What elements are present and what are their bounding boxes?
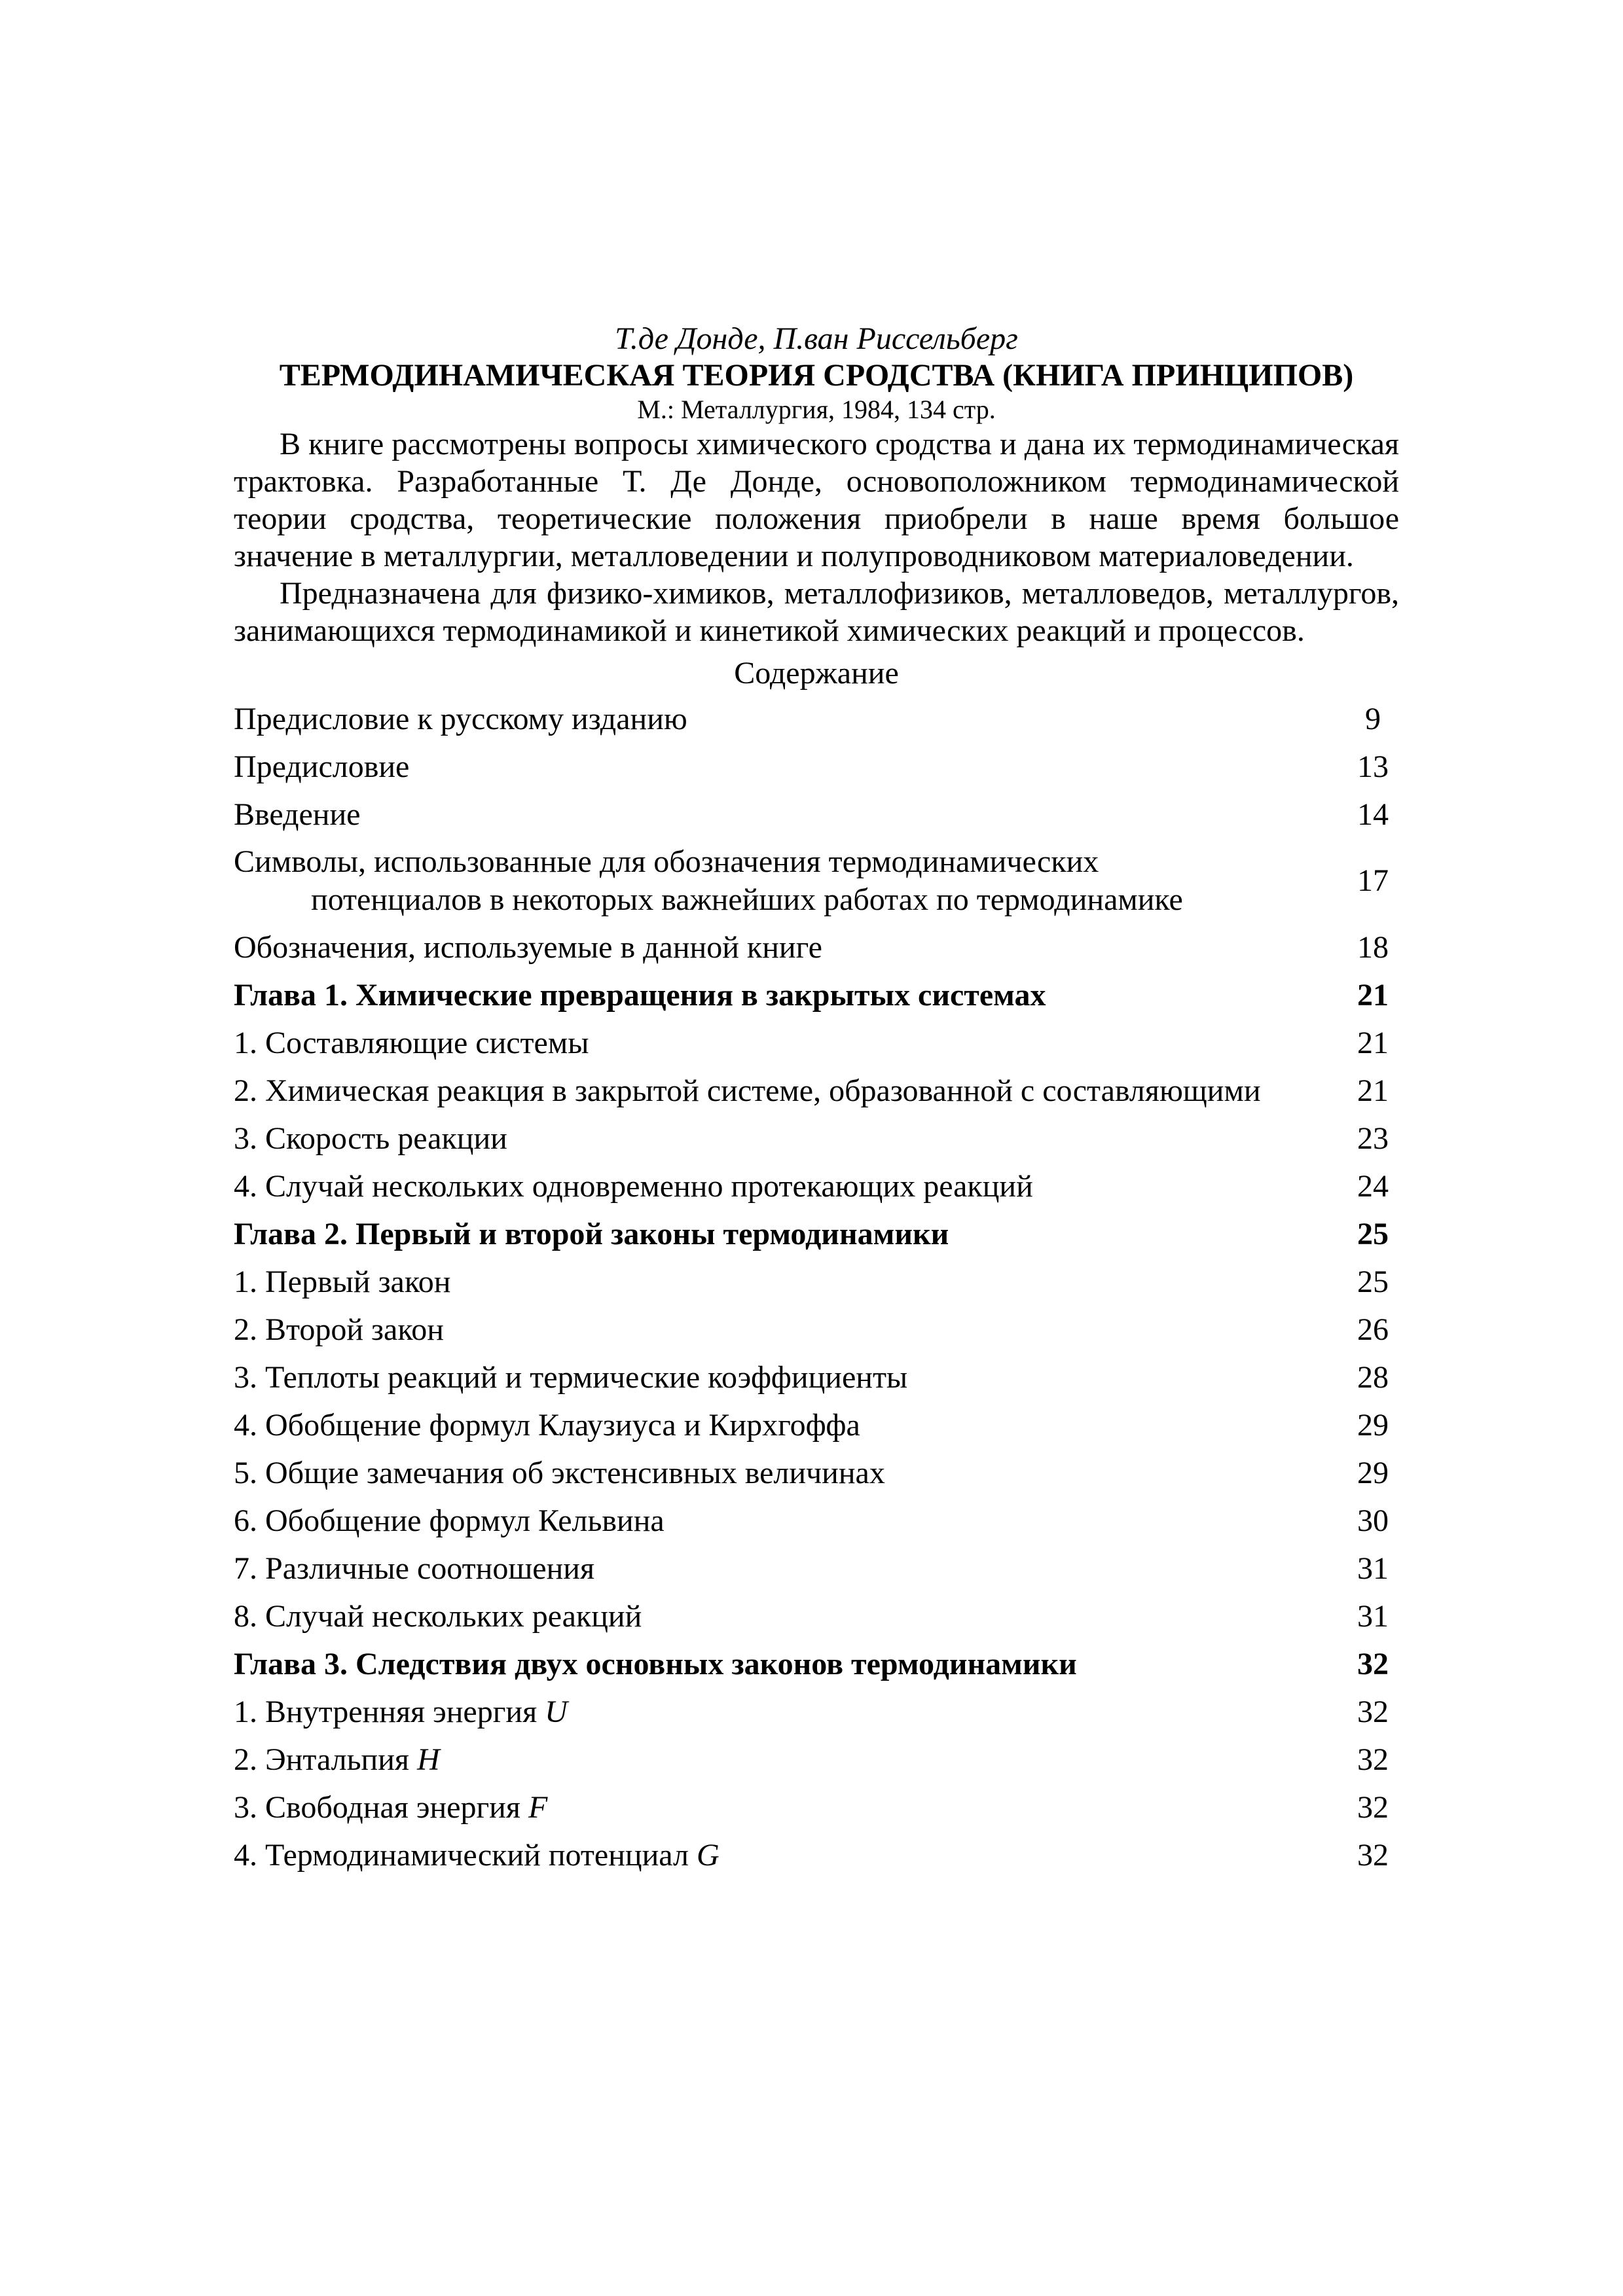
toc-chapter-page: 32 xyxy=(1357,1646,1389,1681)
toc-chapter-title: Глава 2. Первый и второй законы термодинамики xyxy=(234,1216,949,1251)
toc-entry-title: 6. Обобщение формул Кельвина xyxy=(234,1503,665,1538)
toc-entry xyxy=(234,743,1399,791)
toc-entry xyxy=(234,695,1399,743)
toc-entry-title: 5. Общие замечания об экстенсивных величинах xyxy=(234,1455,885,1490)
toc-entry xyxy=(234,1449,1399,1497)
toc-entry-page: 32 xyxy=(1357,1694,1389,1729)
abstract-paragraph-2: Предназначена для физико-химиков, металлофизиков, металловедов, металлургов, занимающихся термодинамикой и кинетикой химических реакций и процессов. xyxy=(234,576,1399,648)
toc-entry-page: 32 xyxy=(1357,1789,1389,1825)
toc-entry-title xyxy=(234,1741,1347,1779)
toc-entry-title: 2. Второй закон xyxy=(234,1312,444,1347)
toc-entry-symbol: H xyxy=(416,1742,440,1777)
toc-entry xyxy=(234,1688,1399,1736)
toc-entry-symbol: G xyxy=(696,1837,720,1873)
abstract-paragraph-1: В книге рассмотрены вопросы химического сродства и дана их термодинамическая трактовка. Разработанные Т. Де Донде, основоположником термодинамической теории сродства, теоретические положения приобрели в наше время большое значение в металлургии, металловедении и полупроводниковом материаловедении. xyxy=(234,427,1399,573)
toc-entry-title: 3. Скорость реакции xyxy=(234,1121,507,1156)
toc-entry-title: 1. Составляющие системы xyxy=(234,1025,589,1060)
toc-entry xyxy=(234,1784,1399,1831)
toc-entry-page: 28 xyxy=(1357,1359,1389,1395)
toc-chapter xyxy=(234,1640,1399,1688)
toc-entry-page: 25 xyxy=(1357,1264,1389,1299)
toc-entry-page: 29 xyxy=(1357,1455,1389,1490)
page-content xyxy=(234,321,1399,1879)
toc-chapter-page: 21 xyxy=(1357,977,1389,1013)
toc-entry xyxy=(234,1258,1399,1306)
toc-entry xyxy=(234,791,1399,838)
book-imprint: М.: Металлургия, 1984, 134 стр. xyxy=(637,395,996,424)
toc-chapter-page: 25 xyxy=(1357,1216,1389,1251)
toc-entry-title: Введение xyxy=(234,797,361,832)
toc-entry-page: 32 xyxy=(1357,1742,1389,1777)
toc-entry xyxy=(234,1545,1399,1592)
toc-entry-title xyxy=(234,1837,1347,1874)
toc-entry-page: 31 xyxy=(1357,1551,1389,1586)
toc-entry-title: Предисловие к русскому изданию xyxy=(234,701,687,736)
toc-entry-page: 21 xyxy=(1357,1073,1389,1108)
toc-entry-title: Обозначения, используемые в данной книге xyxy=(234,929,822,965)
toc-entry-title xyxy=(234,1789,1347,1827)
toc-entry xyxy=(234,1306,1399,1354)
toc-entry-text: 2. Энтальпия xyxy=(234,1742,409,1777)
toc-entry-page: 29 xyxy=(1357,1407,1389,1443)
toc-entry-page: 31 xyxy=(1357,1598,1389,1634)
toc-entry-title: 7. Различные соотношения xyxy=(234,1551,595,1586)
toc-entry-title: 1. Первый закон xyxy=(234,1264,451,1299)
toc-entry-text: 1. Внутренняя энергия xyxy=(234,1694,538,1729)
toc-heading: Содержание xyxy=(734,656,899,691)
book-title: ТЕРМОДИНАМИЧЕСКАЯ ТЕОРИЯ СРОДСТВА (КНИГА ПРИНЦИПОВ) xyxy=(279,358,1354,393)
toc-entry-title-line-2: потенциалов в некоторых важнейших работах по термодинамике xyxy=(311,882,1183,917)
toc-chapter-title: Глава 3. Следствия двух основных законов термодинамики xyxy=(234,1646,1077,1681)
toc-entry xyxy=(234,1831,1399,1879)
toc-entry xyxy=(234,1497,1399,1545)
table-of-contents xyxy=(234,695,1399,1879)
toc-entry-page: 24 xyxy=(1357,1168,1389,1204)
toc-entry-page: 21 xyxy=(1357,1025,1389,1060)
toc-entry-title xyxy=(234,843,1347,919)
toc-entry xyxy=(234,1162,1399,1210)
toc-entry-text: 4. Термодинамический потенциал xyxy=(234,1837,689,1873)
toc-entry xyxy=(234,924,1399,971)
toc-chapter xyxy=(234,1210,1399,1258)
toc-entry-text: 3. Свободная энергия xyxy=(234,1789,520,1825)
toc-entry xyxy=(234,838,1399,924)
toc-entry xyxy=(234,1401,1399,1449)
book-authors: Т.де Донде, П.ван Риссельберг xyxy=(615,321,1018,356)
toc-entry-title: 8. Случай нескольких реакций xyxy=(234,1598,642,1634)
toc-entry-title: Предисловие xyxy=(234,749,410,784)
toc-entry-page: 14 xyxy=(1357,797,1389,832)
toc-entry-title xyxy=(234,1693,1347,1731)
toc-entry-page: 23 xyxy=(1357,1121,1389,1156)
toc-entry-title: 4. Обобщение формул Клаузиуса и Кирхгоффа xyxy=(234,1407,860,1443)
toc-entry-title: 3. Теплоты реакций и термические коэффициенты xyxy=(234,1359,908,1395)
toc-entry-title: 4. Случай нескольких одновременно протекающих реакций xyxy=(234,1168,1033,1204)
toc-entry xyxy=(234,1592,1399,1640)
toc-chapter xyxy=(234,971,1399,1019)
toc-entry xyxy=(234,1067,1399,1115)
toc-entry-page: 17 xyxy=(1357,863,1389,898)
toc-entry-page: 32 xyxy=(1357,1837,1389,1873)
toc-entry xyxy=(234,1736,1399,1784)
toc-entry-title-line-1: Символы, использованные для обозначения термодинамических xyxy=(234,844,1099,879)
toc-entry-page: 9 xyxy=(1365,701,1381,736)
toc-entry xyxy=(234,1115,1399,1162)
toc-entry-title: 2. Химическая реакция в закрытой системе, образованной с составляющими xyxy=(234,1073,1261,1108)
toc-entry-symbol: F xyxy=(528,1789,548,1825)
toc-entry-symbol: U xyxy=(545,1694,568,1729)
toc-entry-page: 26 xyxy=(1357,1312,1389,1347)
toc-entry-page: 13 xyxy=(1357,749,1389,784)
toc-chapter-title: Глава 1. Химические превращения в закрытых системах xyxy=(234,977,1046,1013)
toc-entry-page: 30 xyxy=(1357,1503,1389,1538)
toc-entry xyxy=(234,1019,1399,1067)
toc-entry-page: 18 xyxy=(1357,929,1389,965)
toc-entry xyxy=(234,1354,1399,1401)
